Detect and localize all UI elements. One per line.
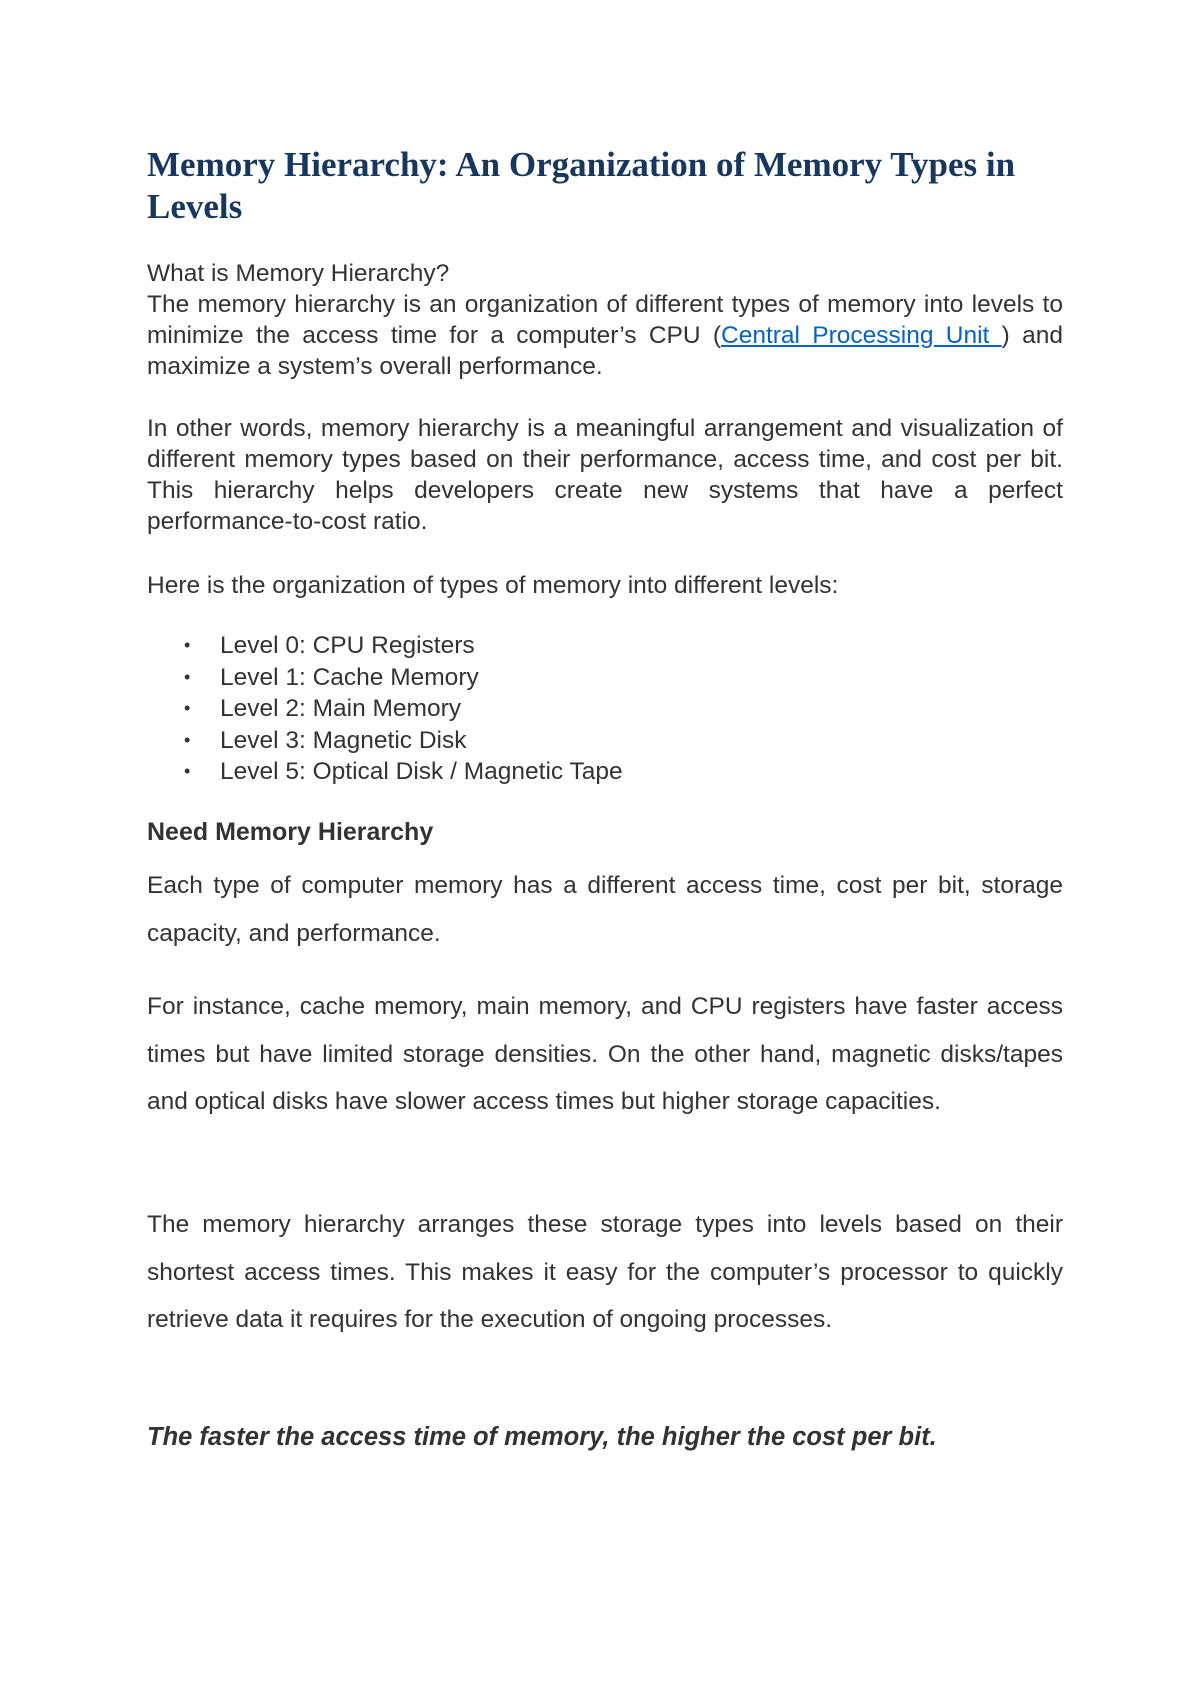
need-paragraph-1: Each type of computer memory has a different access time, cost per bit, storage capacity, and performance. bbox=[147, 872, 1063, 947]
bullet-icon: • bbox=[184, 729, 191, 750]
level-label: Level 5: Optical Disk / Magnetic Tape bbox=[220, 758, 623, 785]
level-label: Level 2: Main Memory bbox=[220, 695, 462, 722]
bullet-icon: • bbox=[184, 666, 191, 687]
list-item bbox=[147, 693, 1063, 725]
bullet-icon: • bbox=[184, 761, 191, 781]
level-label: Level 0: CPU Registers bbox=[220, 632, 475, 659]
central-processing-unit-link[interactable]: Central Processing Unit bbox=[721, 322, 1002, 349]
need-paragraph-3: The memory hierarchy arranges these storage types into levels based on their shortest access times. This makes it easy for the computer’s processor to quickly retrieve data it requires for the execution of ongoing processes. bbox=[147, 1211, 1063, 1333]
other-words-paragraph: In other words, memory hierarchy is a meaningful arrangement and visualization of different memory types based on their performance, access time, and cost per bit. This hierarchy helps developers create new systems that have a perfect performance-to-cost ratio. bbox=[147, 415, 1063, 535]
list-item bbox=[147, 756, 1063, 788]
need-heading: Need Memory Hierarchy bbox=[147, 818, 434, 846]
levels-list bbox=[147, 630, 1063, 788]
section-question: What is Memory Hierarchy? bbox=[147, 260, 450, 287]
level-label: Level 3: Magnetic Disk bbox=[220, 726, 467, 754]
list-item bbox=[147, 725, 1063, 757]
intro-section bbox=[147, 258, 1063, 382]
document-title: Memory Hierarchy: An Organization of Memory Types in Levels bbox=[147, 145, 1016, 226]
intro-text-before-link: The memory hierarchy is an organization of different types of memory into levels to minimize the access time for a computer’s CPU ( bbox=[147, 291, 1063, 349]
list-item bbox=[147, 662, 1063, 694]
emphasis-statement: The faster the access time of memory, the higher the cost per bit. bbox=[147, 1423, 937, 1451]
level-label: Level 1: Cache Memory bbox=[220, 663, 479, 691]
bullet-icon: • bbox=[184, 698, 191, 718]
levels-intro-paragraph: Here is the organization of types of memory into different levels: bbox=[147, 572, 839, 599]
intro-text-after-link: ) and maximize a system’s overall performance. bbox=[147, 322, 1063, 380]
bullet-icon: • bbox=[184, 635, 191, 655]
list-item bbox=[147, 630, 1063, 662]
need-paragraph-2: For instance, cache memory, main memory, and CPU registers have faster access times but have limited storage densities. On the other hand, magnetic disks/tapes and optical disks have slower access times but higher storage capacities. bbox=[147, 993, 1063, 1115]
intro-paragraph bbox=[147, 289, 1063, 382]
